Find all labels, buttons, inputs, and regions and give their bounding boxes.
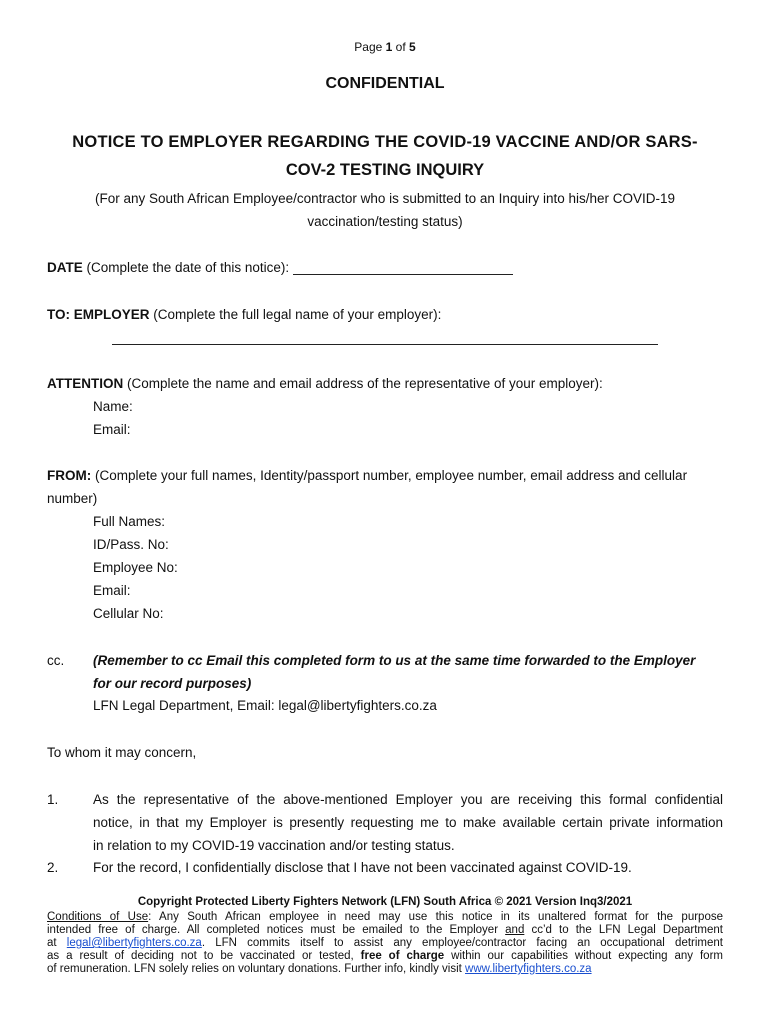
employee-no-label: Employee No: <box>93 560 178 575</box>
conditions-of-use-label: Conditions of Use <box>47 911 149 923</box>
from-email-label: Email: <box>93 583 131 598</box>
legal-email-link[interactable]: legal@libertyfighters.co.za <box>66 937 202 949</box>
conditions-line-5 <box>47 963 723 976</box>
page-label: Page <box>354 40 383 54</box>
conditions-text-3a: at <box>47 937 67 949</box>
date-hint: (Complete the date of this notice): <box>86 260 290 275</box>
item-1-number: 1. <box>47 792 59 807</box>
website-link[interactable]: www.libertyfighters.co.za <box>465 963 592 975</box>
conditions-text-1: : Any South African employee in need may use this notice in its unaltered format for the purpose <box>148 911 723 923</box>
title-line-2: COV-2 TESTING INQUIRY <box>285 161 485 179</box>
page-of-label: of <box>395 40 406 54</box>
item-2-line-1: For the record, I confidentially disclose that I have not been vaccinated against COVID-19. <box>93 860 632 875</box>
attention-email-label: Email: <box>93 422 131 437</box>
cellular-no-label: Cellular No: <box>93 606 164 621</box>
conditions-text-3b: . LFN commits itself to assist any employee/contractor facing an occupational detriment <box>201 937 723 949</box>
title-line-1: NOTICE TO EMPLOYER REGARDING THE COVID-19 VACCINE AND/OR SARS- <box>72 133 698 151</box>
item-1-line-3: in relation to my COVID-19 vaccination and/or testing status. <box>93 838 455 853</box>
lfn-legal-contact: LFN Legal Department, Email: legal@libertyfighters.co.za <box>93 698 437 713</box>
page-indicator <box>0 40 770 54</box>
item-2-number: 2. <box>47 860 59 875</box>
from-label: FROM: <box>47 468 92 483</box>
copyright-notice: Copyright Protected Liberty Fighters Network (LFN) South Africa © 2021 Version Inq3/2021 <box>137 896 633 908</box>
conditions-line-2 <box>47 924 723 937</box>
conditions-line-1 <box>47 911 723 924</box>
conditions-block <box>47 911 723 976</box>
attention-label: ATTENTION <box>47 376 124 391</box>
date-label: DATE <box>47 260 83 275</box>
conditions-text-4b: within our capabilities without expecting any form <box>444 950 723 962</box>
conditions-line-4 <box>47 950 723 963</box>
to-employer-hint: (Complete the full legal name of your employer): <box>153 307 442 322</box>
conditions-text-5a: of remuneration. LFN solely relies on voluntary donations. Further info, kindly visit <box>47 963 466 975</box>
from-row <box>47 468 687 483</box>
conditions-text-4a: as a result of deciding not to be vaccinated or tested, <box>47 950 361 962</box>
page-total: 5 <box>409 40 416 54</box>
subtitle-line-2: vaccination/testing status) <box>307 214 463 229</box>
full-names-label: Full Names: <box>93 514 166 529</box>
id-pass-label: ID/Pass. No: <box>93 537 169 552</box>
to-employer-row <box>47 307 441 322</box>
to-employer-label: TO: EMPLOYER <box>47 307 150 322</box>
conditions-line-3 <box>47 937 723 950</box>
attention-hint: (Complete the name and email address of the representative of your employer): <box>127 376 603 391</box>
confidential-heading: CONFIDENTIAL <box>325 75 445 92</box>
conditions-text-2b: cc’d to the LFN Legal Department <box>524 924 724 936</box>
page-number: 1 <box>385 40 393 54</box>
cc-note-line-1: (Remember to cc Email this completed form to us at the same time forwarded to the Employer <box>93 653 696 668</box>
subtitle-line-1: (For any South African Employee/contractor who is submitted to an Inquiry into his/her COVID-19 <box>94 191 676 206</box>
item-1-line-2: notice, in that my Employer is presently requesting me to make available certain private information <box>93 815 723 830</box>
date-row <box>47 260 513 275</box>
date-field[interactable] <box>293 260 513 275</box>
from-hint: (Complete your full names, Identity/passport number, employee number, email address and cellular <box>95 468 688 483</box>
conditions-and: and <box>505 924 525 936</box>
conditions-text-2a: intended free of charge. All completed notices must be emailed to the Employer <box>47 924 506 936</box>
attention-row <box>47 376 603 391</box>
from-hint-line-2: number) <box>47 491 98 506</box>
item-1-line-1: As the representative of the above-mentioned Employer you are receiving this formal confidential <box>93 792 723 807</box>
salutation: To whom it may concern, <box>47 745 197 760</box>
attention-name-label: Name: <box>93 399 133 414</box>
employer-name-field[interactable] <box>112 330 658 345</box>
cc-note-line-2: for our record purposes) <box>93 676 252 691</box>
cc-label: cc. <box>47 653 65 668</box>
free-of-charge: free of charge <box>360 950 445 962</box>
